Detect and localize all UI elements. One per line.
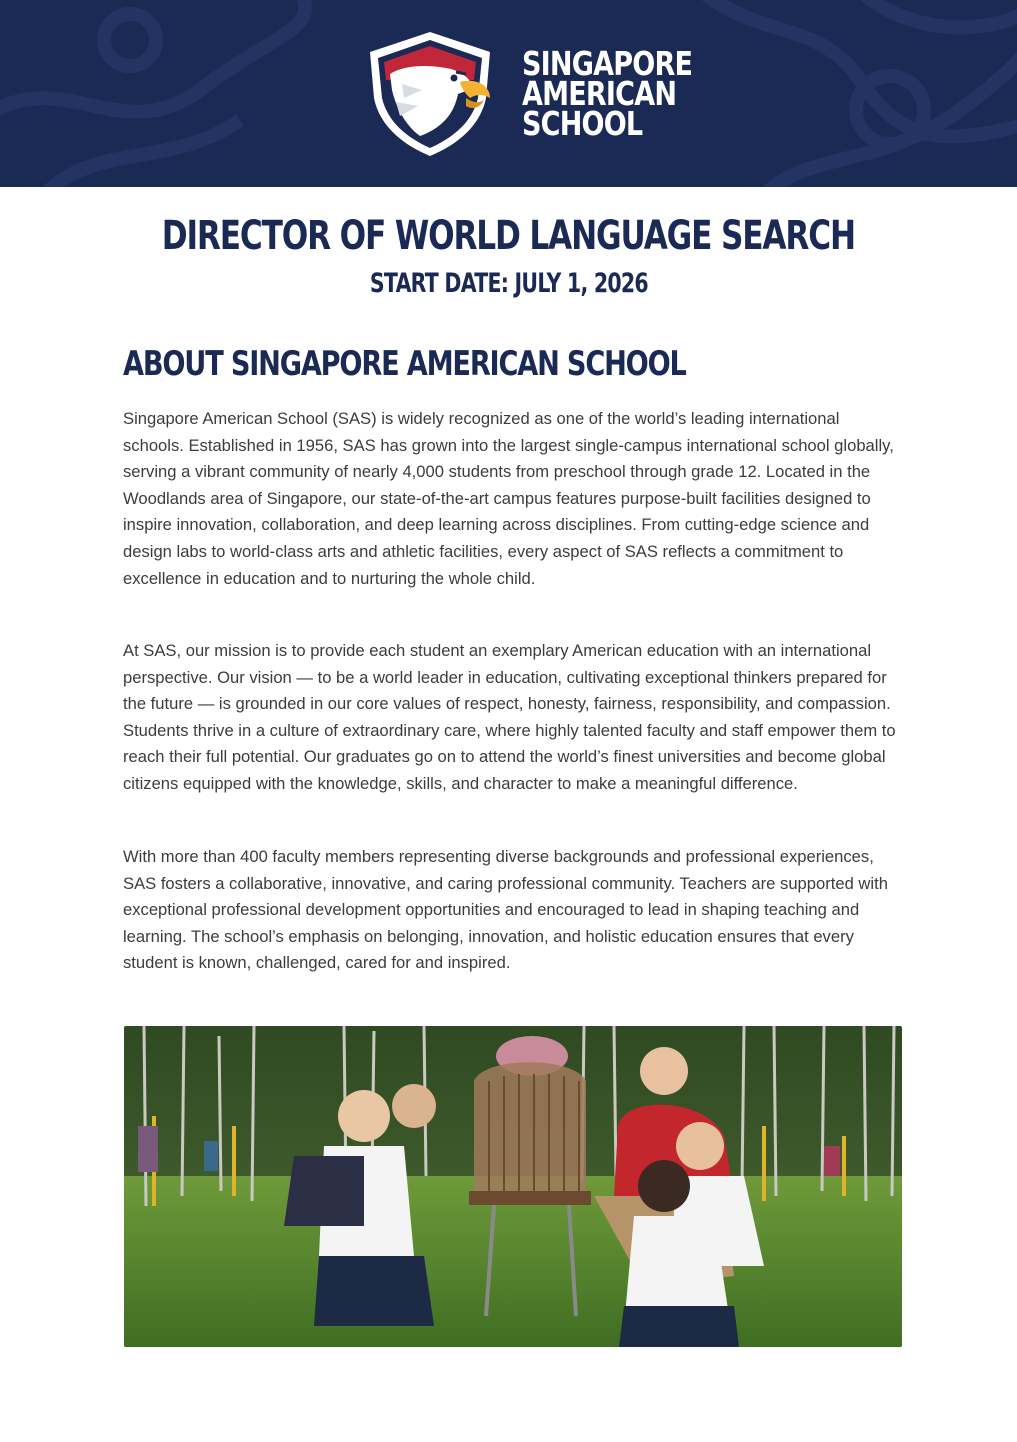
- paragraph-intro: Singapore American School (SAS) is widely recognized as one of the world’s leading international schools. Established in 1956, SAS has grown into the largest single-campus international school globally, serving a vibrant community of nearly 4,000 students from preschool through grade 12. Located in the Woodlands area of Singapore, our state-of-the-art campus features purpose-built facilities designed to inspire innovation, collaboration, and deep learning across disciplines. From cutting-edge science and design labs to world-class arts and athletic facilities, every aspect of SAS reflects a commitment to excellence in education and to nurturing the whole child.: [123, 409, 894, 588]
- school-name-logotype: [522, 44, 693, 143]
- paragraph-faculty: With more than 400 faculty members representing diverse backgrounds and professional experiences, SAS fosters a collaborative, innovative, and caring professional community. Teachers are supported with exceptional professional development opportunities and encouraged to lead in shaping teaching and learning. The school’s emphasis on belonging, innovation, and holistic education ensures that every student is known, challenged, cared for and inspired.: [123, 847, 888, 973]
- school-logo: [362, 28, 693, 160]
- section-title: ABOUT SINGAPORE AMERICAN SCHOOL: [123, 344, 686, 384]
- start-date-text: START DATE: JULY 1, 2026: [369, 268, 648, 299]
- page-title: [0, 213, 1017, 259]
- logo-line-2: AMERICAN: [522, 74, 677, 113]
- campus-photo: [124, 1026, 902, 1347]
- start-date: [0, 268, 1017, 299]
- logo-line-3: SCHOOL: [522, 104, 643, 143]
- students-bird-cage-photo: [124, 1026, 902, 1347]
- paragraph-mission: At SAS, our mission is to provide each student an exemplary American education with an international perspective. Our vision — to be a world leader in education, cultivating exceptional thinkers prepared for the future — is grounded in our core values of respect, honesty, fairness, responsibility, and compassion. Students thrive in a culture of extraordinary care, where highly talented faculty and staff empower them to reach their full potential. Our graduates go on to attend the world’s finest universities and become global citizens equipped with the knowledge, skills, and character to make a meaningful difference.: [123, 641, 896, 793]
- eagle-shield-icon: [362, 28, 498, 160]
- page-title-text: DIRECTOR OF WORLD LANGUAGE SEARCH: [161, 213, 856, 259]
- logo-line-1: SINGAPORE: [522, 44, 693, 83]
- header-banner: [0, 0, 1017, 187]
